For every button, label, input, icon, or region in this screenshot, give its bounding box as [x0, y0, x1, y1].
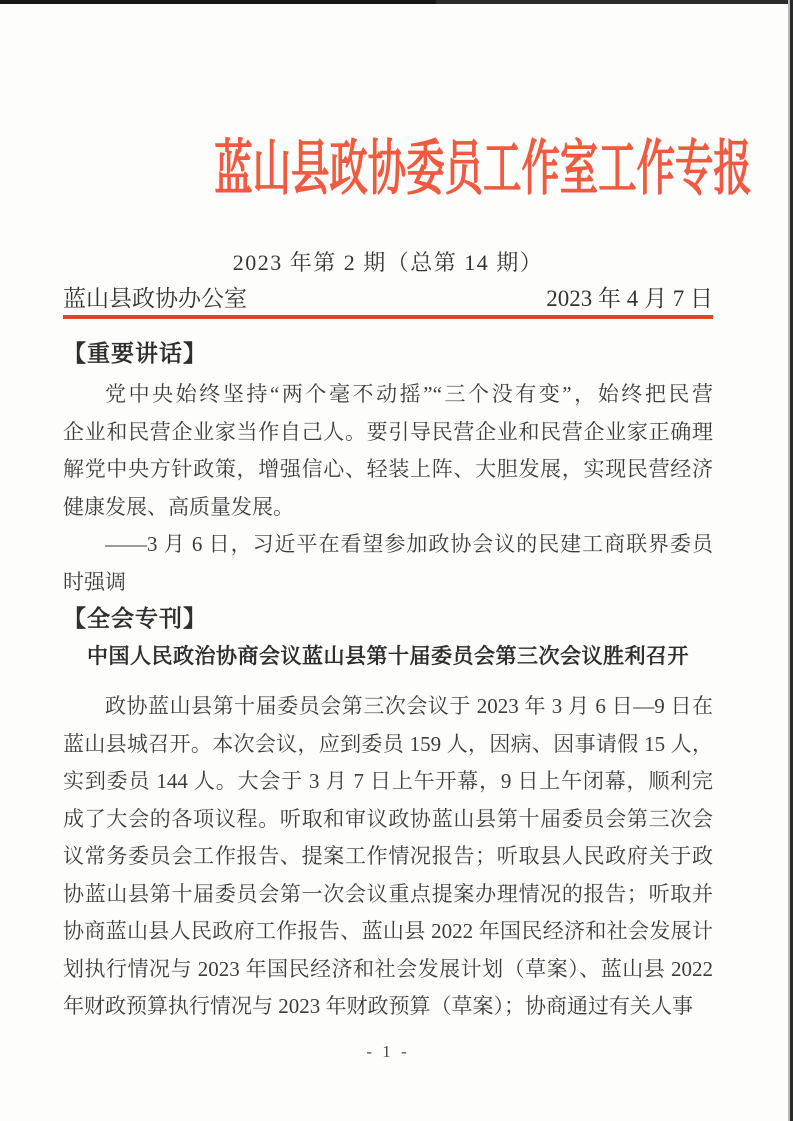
paragraph-speech-quote — [63, 376, 713, 526]
issue-date: 2023 年 4 月 7 日 — [546, 286, 713, 311]
text-line: 年财政预算执行情况与 2023 年财政预算（草案）；协商通过有关人事 — [63, 994, 693, 1018]
issue-number-line: 2023 年第 2 期（总第 14 期） — [232, 250, 544, 275]
section-heading-important-speech: 【重要讲话】 — [63, 340, 207, 366]
text-line: 解党中央方针政策，增强信心、轻装上阵、大胆发展，实现民营经济 — [63, 457, 713, 481]
article-title: 中国人民政治协商会议蓝山县第十届委员会第三次会议胜利召开 — [87, 645, 689, 668]
issuing-office: 蓝山县政协办公室 — [63, 286, 247, 311]
masthead — [63, 0, 752, 212]
text-line: 政协蓝山县第十届委员会第三次会议于 2023 年 3 月 6 日—9 日在 — [105, 694, 713, 718]
page-number: - 1 - — [366, 1041, 410, 1061]
section-heading-plenary-special: 【全会专刊】 — [63, 605, 207, 631]
paragraph-plenary-report — [63, 688, 713, 1026]
text-line: 协蓝山县第十届委员会第一次会议重点提案办理情况的报告；听取并 — [63, 881, 713, 906]
document-title: 蓝山县政协委员工作室工作专报 — [214, 136, 752, 202]
text-line: ——3 月 6 日，习近平在看望参加政协会议的民建工商联界委员 — [105, 532, 713, 556]
text-line: 议常务委员会工作报告、提案工作情况报告；听取县人民政府关于政 — [63, 844, 713, 868]
text-line: 企业和民营企业家当作自己人。要引导民营企业和民营企业家正确理 — [63, 419, 713, 444]
text-line: 实到委员 144 人。大会于 3 月 7 日上午开幕，9 日上午闭幕，顺利完 — [63, 769, 713, 793]
text-line: 健康发展、高质量发展。 — [63, 494, 294, 519]
text-line: 协商蓝山县人民政府工作报告、蓝山县 2022 年国民经济和社会发展计 — [63, 919, 713, 943]
text-line: 蓝山县城召开。本次会议，应到委员 159 人，因病、因事请假 15 人， — [63, 731, 713, 756]
paragraph-speech-attribution — [63, 526, 713, 601]
text-line: 党中央始终坚持“两个毫不动摇”“三个没有变”，始终把民营 — [105, 382, 713, 406]
masthead-rule-row — [63, 286, 713, 319]
text-line: 划执行情况与 2023 年国民经济和社会发展计划（草案）、蓝山县 2022 — [63, 956, 713, 981]
text-line: 时强调 — [63, 569, 126, 594]
text-line: 成了大会的各项议程。听取和审议政协蓝山县第十届委员会第三次会 — [63, 806, 713, 831]
